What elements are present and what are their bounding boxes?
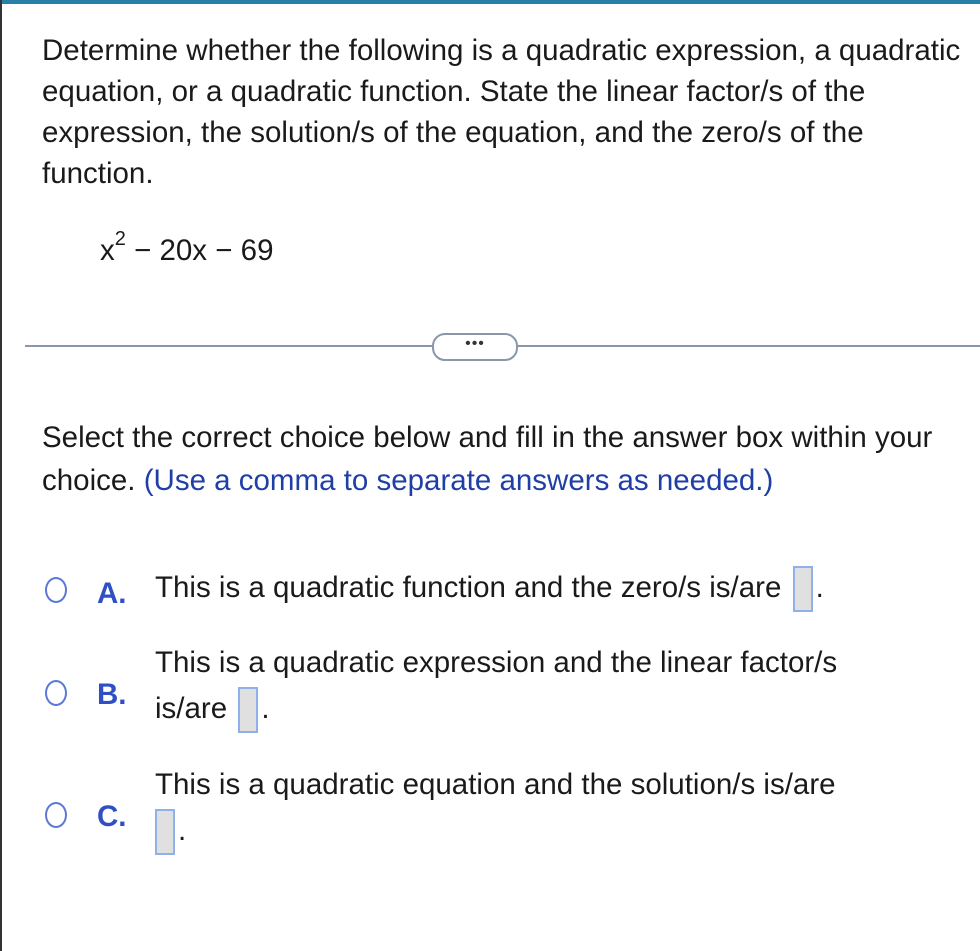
option-text [155, 762, 836, 855]
option-b-label-1: This is a quadratic expression and the linear factor/s [155, 646, 838, 679]
option-letter: C. [97, 800, 127, 833]
instructions-hint: (Use a comma to separate answers as needed.) [143, 464, 774, 497]
option-b-label-2: is/are [155, 692, 228, 725]
period: . [815, 571, 824, 604]
option-letter: A. [97, 577, 127, 610]
instructions-main: Select the correct choice below and fill in the answer box within your choice. [42, 421, 933, 497]
option-text [155, 565, 824, 612]
option-letter: B. [97, 678, 127, 711]
answer-box-c[interactable] [155, 809, 175, 855]
radio-a[interactable] [45, 577, 67, 603]
top-border [0, 0, 980, 4]
period: . [261, 692, 270, 725]
question-text: Determine whether the following is a quadratic expression, a quadratic equation, or a quadratic function. State the linear factor/s of the expression, the solution/s of the equation, and the zero/s of the function. [42, 34, 961, 190]
option-a-label: This is a quadratic function and the zero/s is/are [155, 571, 782, 604]
left-border [0, 0, 2, 951]
expression-exponent: 2 [114, 228, 126, 250]
instructions [42, 416, 972, 502]
radio-b[interactable] [45, 680, 67, 706]
option-text [155, 640, 837, 733]
expression-rest: − 20x − 69 [125, 233, 274, 267]
expression [100, 228, 274, 268]
expression-base: x [100, 233, 115, 267]
radio-c[interactable] [45, 802, 67, 828]
answer-box-b[interactable] [238, 687, 258, 733]
period: . [178, 814, 187, 847]
answer-box-a[interactable] [793, 566, 813, 612]
option-c-label: This is a quadratic equation and the solution/s is/are [155, 768, 836, 801]
more-button[interactable]: ••• [432, 333, 518, 361]
